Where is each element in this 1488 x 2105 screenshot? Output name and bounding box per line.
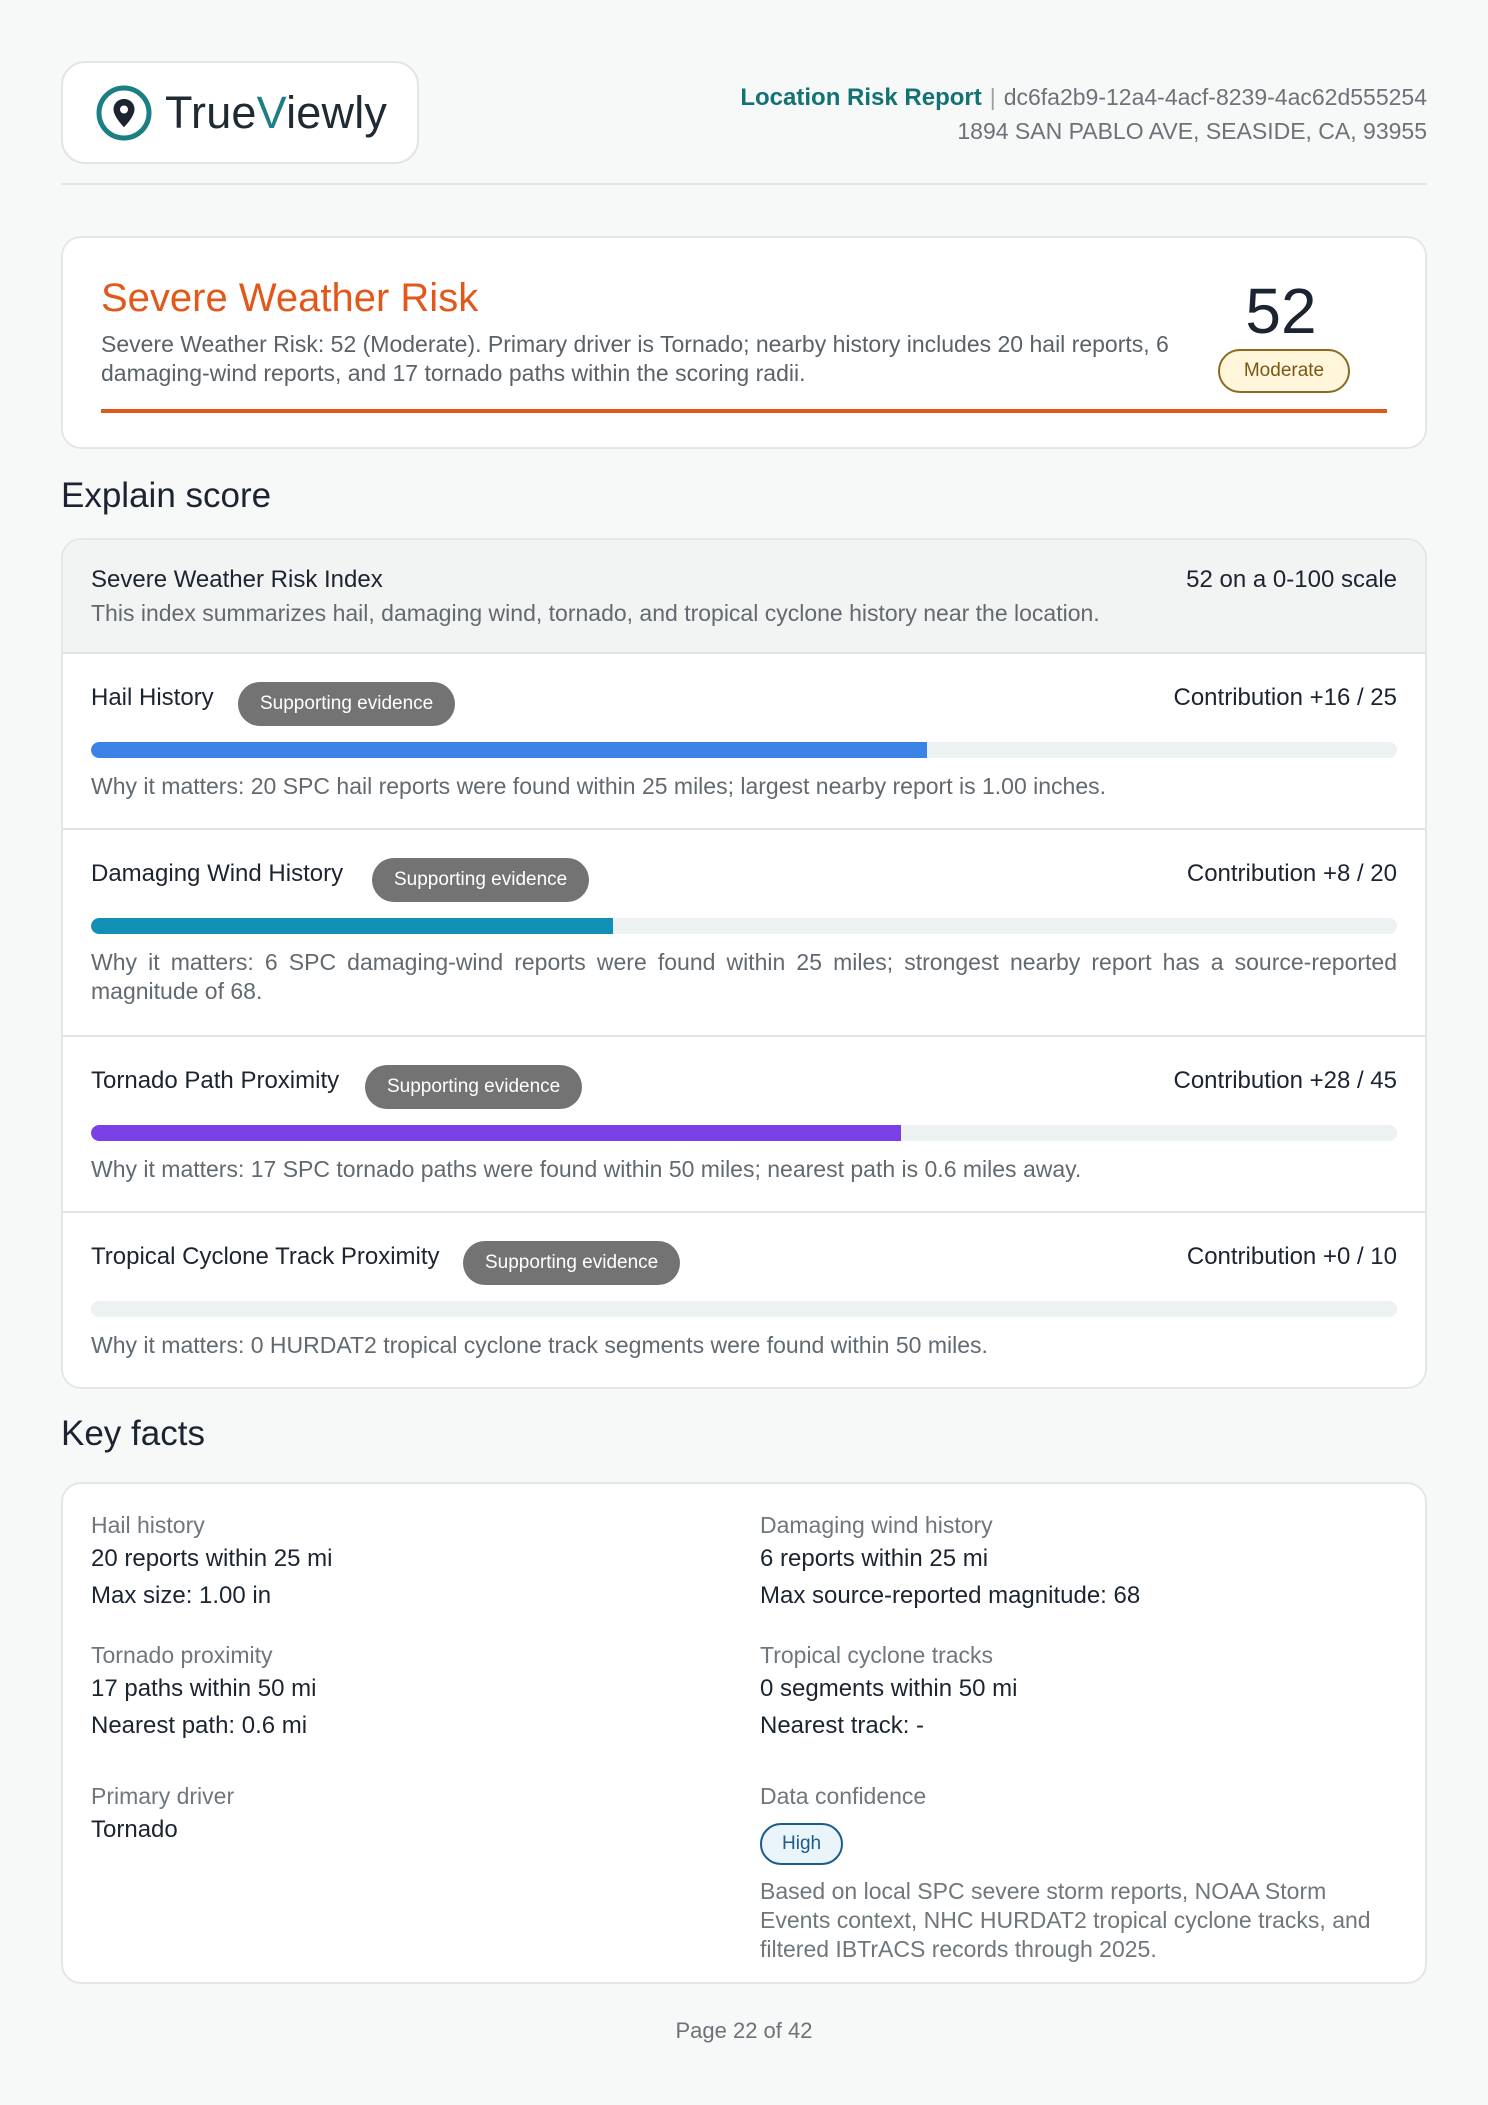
factor-name: Tropical Cyclone Track Proximity — [91, 1243, 440, 1270]
confidence-badge: High — [760, 1823, 843, 1865]
contribution-fill — [91, 918, 613, 934]
key-facts-card — [61, 1482, 1427, 1984]
contribution-bar — [91, 918, 1397, 934]
brand-logo — [61, 61, 419, 164]
fact-wind — [760, 1510, 1140, 1614]
page-number: Page 22 of 42 — [675, 2018, 813, 2043]
confidence-note: Based on local SPC severe storm reports, NOAA Storm Events context, NHC HURDAT2 tropical cyclone tracks, and filtered IBTrACS records through 2025. — [760, 1878, 1371, 1962]
factor-tropical — [63, 1213, 1425, 1389]
factor-explanation: Why it matters: 17 SPC tornado paths were found within 50 miles; nearest path is 0.6 miles away. — [91, 1156, 1082, 1182]
accent-rule — [101, 409, 1387, 413]
location-pin-icon — [95, 84, 153, 142]
contribution-bar — [91, 742, 1397, 758]
risk-score: 52 — [1245, 275, 1317, 347]
fact-value: Tornado — [91, 1816, 178, 1843]
index-header — [63, 540, 1425, 654]
factor-explanation: Why it matters: 0 HURDAT2 tropical cyclone track segments were found within 50 miles. — [91, 1332, 988, 1358]
fact-value: Max source-reported magnitude: 68 — [760, 1582, 1141, 1609]
factor-contribution: Contribution +8 / 20 — [1186, 860, 1397, 887]
fact-label: Tornado proximity — [91, 1642, 273, 1668]
report-meta — [740, 84, 1427, 145]
factor-name: Tornado Path Proximity — [91, 1067, 340, 1094]
fact-label: Primary driver — [91, 1783, 235, 1809]
risk-title: Severe Weather Risk — [101, 276, 479, 320]
brand-name: TrueViewly — [165, 86, 388, 138]
fact-primary-driver — [91, 1781, 234, 1848]
fact-value: 17 paths within 50 mi — [91, 1675, 317, 1702]
factor-wind — [63, 830, 1425, 1037]
report-header — [61, 0, 1427, 185]
contribution-fill — [91, 742, 927, 758]
factor-name: Hail History — [91, 684, 214, 711]
evidence-badge: Supporting evidence — [365, 1065, 582, 1109]
fact-label: Data confidence — [760, 1783, 927, 1809]
fact-value: Max size: 1.00 in — [91, 1582, 272, 1609]
index-name: Severe Weather Risk Index — [91, 566, 383, 593]
factor-explanation: Why it matters: 20 SPC hail reports were found within 25 miles; largest nearby report is 1.00 inches. — [91, 773, 1107, 799]
fact-tropical — [760, 1640, 1017, 1744]
risk-summary-card — [61, 236, 1427, 449]
index-description: This index summarizes hail, damaging wind, tornado, and tropical cyclone history near the location. — [91, 600, 1100, 626]
fact-data-confidence — [760, 1781, 1390, 1964]
fact-value: Nearest track: - — [760, 1712, 925, 1739]
factor-name: Damaging Wind History — [91, 860, 344, 887]
fact-label: Damaging wind history — [760, 1512, 993, 1538]
factor-contribution: Contribution +0 / 10 — [1186, 1243, 1397, 1270]
fact-value: 0 segments within 50 mi — [760, 1675, 1018, 1702]
risk-level-badge: Moderate — [1218, 349, 1350, 393]
risk-description: Severe Weather Risk: 52 (Moderate). Primary driver is Tornado; nearby history includes 20 hail reports, 6 damaging-wind reports, and 17 tornado paths within the scoring radii. — [101, 331, 1169, 386]
fact-label: Tropical cyclone tracks — [760, 1642, 994, 1668]
factor-contribution: Contribution +28 / 45 — [1173, 1067, 1397, 1094]
report-title: Location Risk Report — [740, 84, 982, 111]
index-scale: 52 on a 0-100 scale — [1186, 566, 1397, 593]
evidence-badge: Supporting evidence — [238, 682, 455, 726]
explain-section-title: Explain score — [61, 476, 272, 515]
property-address: 1894 SAN PABLO AVE, SEASIDE, CA, 93955 — [957, 118, 1427, 144]
fact-value: Nearest path: 0.6 mi — [91, 1712, 308, 1739]
evidence-badge: Supporting evidence — [372, 858, 589, 902]
fact-value: 6 reports within 25 mi — [760, 1545, 989, 1572]
fact-hail — [91, 1510, 332, 1614]
evidence-badge: Supporting evidence — [463, 1241, 680, 1285]
title-separator: | — [989, 84, 996, 110]
contribution-fill — [91, 1125, 901, 1141]
explain-score-card — [61, 538, 1427, 1389]
report-id: dc6fa2b9-12a4-4acf-8239-4ac62d555254 — [1003, 84, 1427, 110]
factor-hail — [63, 654, 1425, 830]
report-page — [61, 0, 1427, 2043]
fact-label: Hail history — [91, 1512, 205, 1538]
factor-explanation: Why it matters: 6 SPC damaging-wind reports were found within 25 miles; strongest nearby report has a source-reported magnitude of 68. — [91, 949, 1397, 1004]
fact-tornado — [91, 1640, 316, 1744]
factor-contribution: Contribution +16 / 25 — [1173, 684, 1397, 711]
contribution-bar — [91, 1125, 1397, 1141]
contribution-bar — [91, 1301, 1397, 1317]
fact-value: 20 reports within 25 mi — [91, 1545, 333, 1572]
facts-section-title: Key facts — [61, 1414, 205, 1453]
factor-tornado — [63, 1037, 1425, 1213]
